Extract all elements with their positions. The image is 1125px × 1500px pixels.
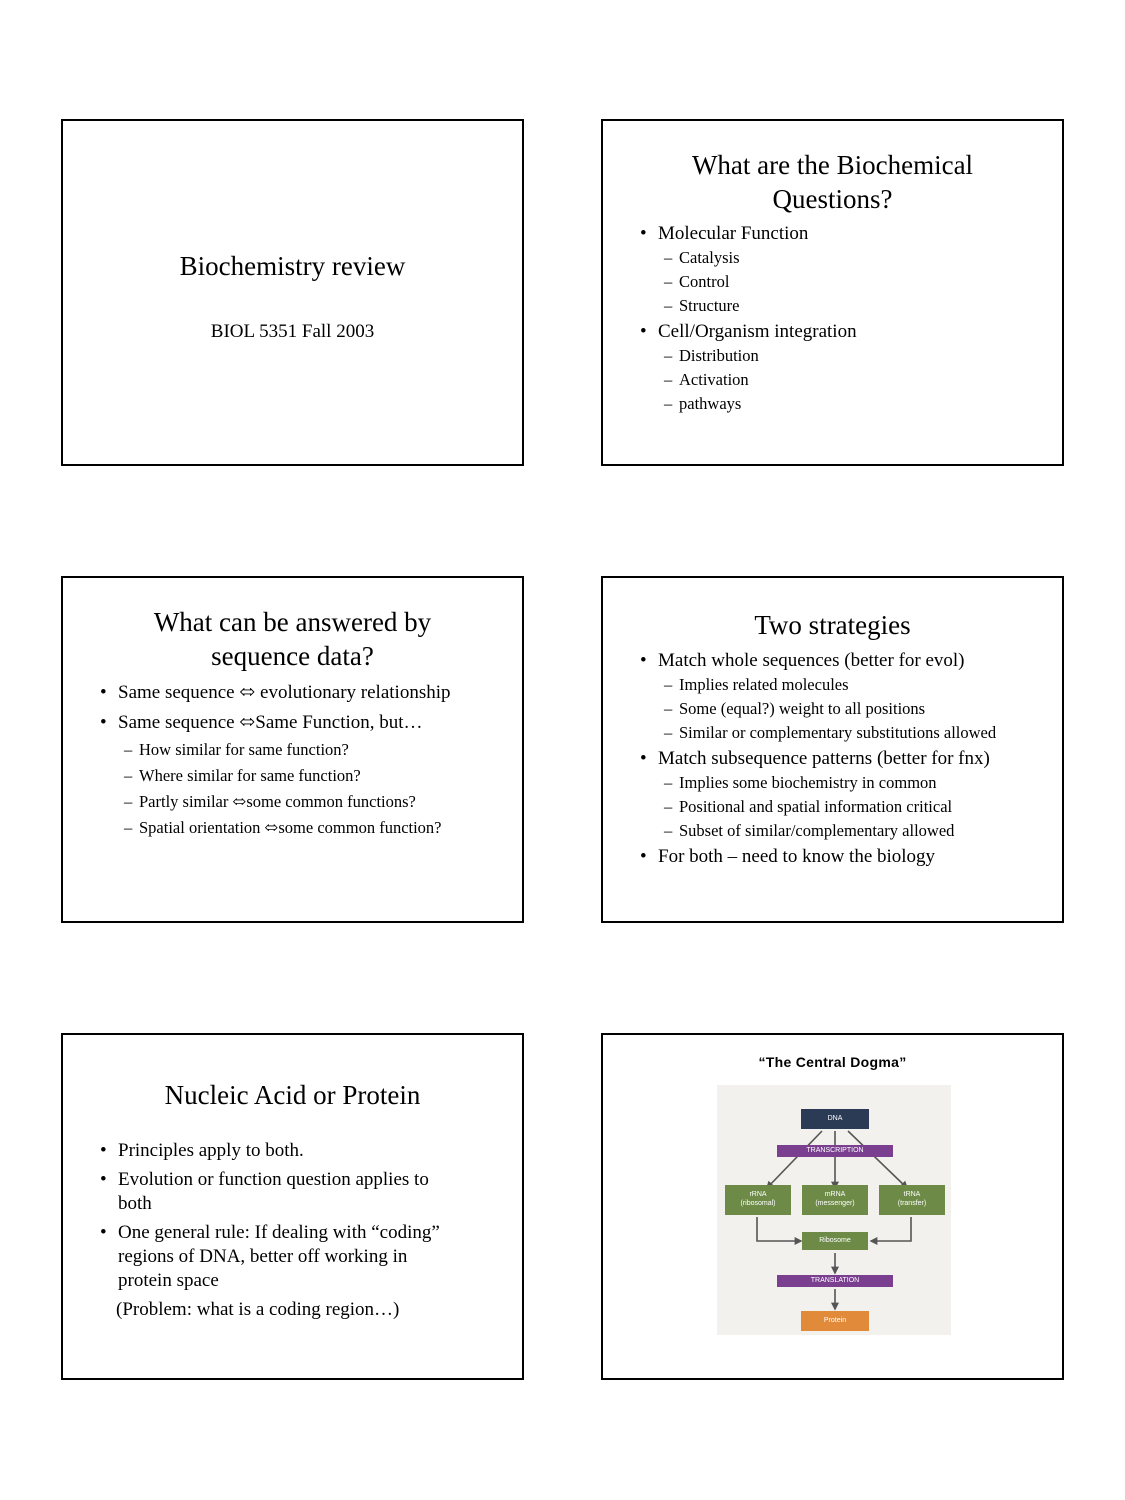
bullet-dot: • bbox=[640, 748, 647, 769]
sub-bullet-text: Activation bbox=[679, 370, 749, 389]
slide-heading: “The Central Dogma” bbox=[758, 1054, 907, 1070]
bullet-item bbox=[63, 1168, 522, 1216]
bullet-text: For both – need to know the biology bbox=[658, 846, 936, 867]
sub-bullet-item bbox=[63, 815, 522, 841]
bullet-dot: • bbox=[100, 682, 107, 703]
slide-title bbox=[603, 148, 1062, 216]
dash-marker: – bbox=[664, 248, 673, 267]
bullet-dot: • bbox=[640, 846, 647, 867]
bullet-dot: • bbox=[640, 650, 647, 671]
dash-marker: – bbox=[664, 394, 673, 413]
trna-box bbox=[879, 1185, 945, 1215]
dash-marker: – bbox=[664, 370, 673, 389]
mrna-desc: (messenger) bbox=[815, 1200, 855, 1207]
bullet-item bbox=[603, 845, 1062, 869]
bullet-item bbox=[603, 320, 1062, 344]
sub-bullet-item bbox=[603, 721, 1062, 745]
sub-bullet-text: pathways bbox=[679, 394, 742, 413]
bullet-dot: • bbox=[100, 1169, 107, 1190]
bullet-list bbox=[63, 1139, 522, 1322]
sub-bullet-text: Catalysis bbox=[679, 248, 740, 267]
sub-bullet-text: Distribution bbox=[679, 346, 759, 365]
sub-bullet-text: Implies related molecules bbox=[679, 675, 849, 694]
sub-bullet-item bbox=[603, 270, 1062, 294]
bullet-text-line: Evolution or function question applies to bbox=[118, 1169, 429, 1190]
sub-bullet-item bbox=[603, 344, 1062, 368]
bullet-text: Cell/Organism integration bbox=[658, 321, 857, 342]
bullet-text: Principles apply to both. bbox=[118, 1140, 304, 1161]
sub-bullet-text: Positional and spatial information critical bbox=[679, 797, 953, 816]
sub-bullet-item bbox=[603, 673, 1062, 697]
bullet-list bbox=[603, 222, 1062, 416]
slide-title: Biochemistry review bbox=[179, 251, 406, 281]
translation-box: TRANSLATION bbox=[777, 1275, 893, 1287]
title-line-1: What are the Biochemical bbox=[691, 150, 974, 180]
rrna-desc: (ribosomal) bbox=[740, 1200, 776, 1207]
bullet-item bbox=[603, 649, 1062, 673]
ribosome-box: Ribosome bbox=[802, 1232, 868, 1250]
bullet-item bbox=[63, 1221, 522, 1293]
dash-marker: – bbox=[664, 773, 673, 792]
title-line-1: What can be answered by bbox=[153, 607, 432, 637]
bullet-dot: • bbox=[100, 712, 107, 733]
dash-marker: – bbox=[664, 675, 673, 694]
sub-bullet-item bbox=[603, 819, 1062, 843]
dash-marker: – bbox=[664, 821, 673, 840]
transcription-box: TRANSCRIPTION bbox=[777, 1145, 893, 1157]
slide-6 bbox=[601, 1033, 1064, 1380]
bullet-text-line: One general rule: If dealing with “coding” bbox=[118, 1222, 440, 1243]
sub-bullet-text: Partly similar ⬄some common functions? bbox=[139, 792, 416, 811]
dash-marker: – bbox=[664, 699, 673, 718]
sub-bullet-text: Spatial orientation ⬄some common function? bbox=[139, 818, 442, 837]
bullet-dot: • bbox=[640, 321, 647, 342]
sub-bullet-text: Subset of similar/complementary allowed bbox=[679, 821, 955, 840]
dash-marker: – bbox=[664, 723, 673, 742]
sub-bullet-text: Control bbox=[679, 272, 730, 291]
rrna-label: rRNA bbox=[749, 1191, 767, 1198]
sub-bullet-item bbox=[603, 795, 1062, 819]
bullet-text: Match subsequence patterns (better for fnx) bbox=[658, 748, 990, 769]
slide-1 bbox=[61, 119, 524, 466]
slide-5 bbox=[61, 1033, 524, 1380]
bullet-item bbox=[603, 222, 1062, 246]
sub-bullet-text: How similar for same function? bbox=[139, 740, 349, 759]
bullet-dot: • bbox=[100, 1140, 107, 1161]
dna-box: DNA bbox=[801, 1109, 869, 1129]
bullet-text: Match whole sequences (better for evol) bbox=[658, 650, 965, 671]
slide-note: (Problem: what is a coding region…) bbox=[116, 1299, 400, 1320]
central-dogma-diagram bbox=[717, 1085, 951, 1335]
bullet-text: Molecular Function bbox=[658, 223, 809, 244]
sub-bullet-item bbox=[603, 368, 1062, 392]
mrna-label: mRNA bbox=[824, 1191, 846, 1198]
title-line-2: sequence data? bbox=[211, 641, 374, 671]
dash-marker: – bbox=[664, 272, 673, 291]
dash-marker: – bbox=[664, 797, 673, 816]
slide-4 bbox=[601, 576, 1064, 923]
sub-bullet-item bbox=[603, 771, 1062, 795]
slide-title bbox=[63, 605, 522, 673]
bullet-item bbox=[603, 747, 1062, 771]
bullet-text-line: both bbox=[118, 1193, 152, 1214]
bullet-item bbox=[63, 681, 522, 705]
slide-title: Nucleic Acid or Protein bbox=[164, 1080, 421, 1110]
bullet-item bbox=[63, 711, 522, 735]
bullet-dot: • bbox=[640, 223, 647, 244]
sub-bullet-item bbox=[63, 737, 522, 763]
slide-3 bbox=[61, 576, 524, 923]
bullet-text-line: protein space bbox=[118, 1270, 219, 1291]
bullet-text: Same sequence ⬄Same Function, but… bbox=[118, 712, 423, 733]
sub-bullet-text: Where similar for same function? bbox=[139, 766, 361, 785]
sub-bullet-item bbox=[603, 294, 1062, 318]
trna-label: tRNA bbox=[903, 1191, 921, 1198]
mrna-box bbox=[802, 1185, 868, 1215]
sub-bullet-text: Similar or complementary substitutions allowed bbox=[679, 723, 997, 742]
bullet-dot: • bbox=[100, 1222, 107, 1243]
dash-marker: – bbox=[664, 346, 673, 365]
slide-2 bbox=[601, 119, 1064, 466]
rrna-box bbox=[725, 1185, 791, 1215]
dash-marker: – bbox=[664, 296, 673, 315]
sub-bullet-item bbox=[603, 392, 1062, 416]
slide-subtitle: BIOL 5351 Fall 2003 bbox=[210, 321, 375, 342]
sub-bullet-item bbox=[63, 789, 522, 815]
bullet-item bbox=[63, 1139, 522, 1163]
slide-title: Two strategies bbox=[754, 610, 911, 640]
sub-bullet-text: Implies some biochemistry in common bbox=[679, 773, 937, 792]
bullet-list bbox=[603, 649, 1062, 869]
trna-desc: (transfer) bbox=[897, 1200, 927, 1207]
sub-bullet-item bbox=[603, 246, 1062, 270]
title-line-2: Questions? bbox=[772, 184, 893, 214]
dash-marker: – bbox=[124, 792, 133, 811]
dash-marker: – bbox=[124, 740, 133, 759]
sub-bullet-text: Some (equal?) weight to all positions bbox=[679, 699, 926, 718]
dash-marker: – bbox=[124, 766, 133, 785]
bullet-text-line: regions of DNA, better off working in bbox=[118, 1246, 408, 1267]
protein-box: Protein bbox=[801, 1311, 869, 1331]
bullet-list bbox=[63, 681, 522, 841]
bullet-text: Same sequence ⬄ evolutionary relationship bbox=[118, 682, 451, 703]
sub-bullet-text: Structure bbox=[679, 296, 740, 315]
dash-marker: – bbox=[124, 818, 133, 837]
sub-bullet-item bbox=[603, 697, 1062, 721]
sub-bullet-item bbox=[63, 763, 522, 789]
